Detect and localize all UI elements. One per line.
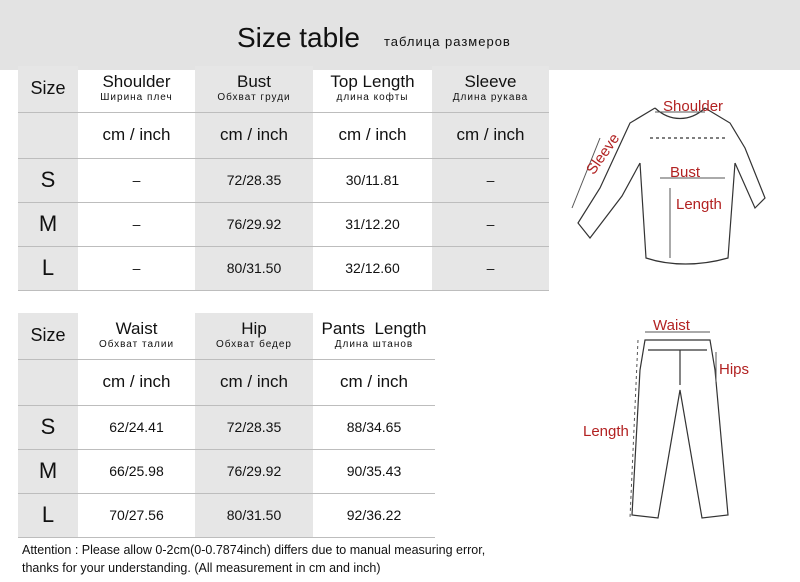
column-header: Bust Обхват груди xyxy=(195,66,313,112)
pants-illustration xyxy=(580,310,780,530)
table-row xyxy=(18,158,549,202)
column-header: Hip Обхват бедер xyxy=(195,313,313,359)
value-cell: 32/12.60 xyxy=(313,246,432,290)
unit-cell: cm / inch xyxy=(78,359,195,405)
size-cell: M xyxy=(18,449,78,493)
table-row xyxy=(18,405,435,449)
column-header: Sleeve Длина рукава xyxy=(432,66,549,112)
length-label: Length xyxy=(676,196,722,213)
column-header: Shoulder Ширина плеч xyxy=(78,66,195,112)
size-cell: S xyxy=(18,158,78,202)
attention-note xyxy=(22,541,485,577)
attention-line: Attention : Please allow 0-2cm(0-0.7874inch) differs due to manual measuring error, xyxy=(22,543,486,557)
bottom-size-table xyxy=(18,313,435,538)
value-cell: 76/29.92 xyxy=(195,202,313,246)
size-cell: L xyxy=(18,493,78,537)
size-cell: M xyxy=(18,202,78,246)
value-cell: 92/36.22 xyxy=(313,493,435,537)
value-cell: 76/29.92 xyxy=(195,449,313,493)
top-size-table xyxy=(18,66,549,291)
page-title: Size table xyxy=(237,22,360,53)
value-cell: – xyxy=(432,246,549,290)
value-cell: – xyxy=(78,202,195,246)
bust-label: Bust xyxy=(670,164,701,181)
size-cell: S xyxy=(18,405,78,449)
table-row xyxy=(18,202,549,246)
size-header: Size xyxy=(18,313,78,359)
unit-cell: cm / inch xyxy=(313,359,435,405)
value-cell: 80/31.50 xyxy=(195,246,313,290)
column-header: Pants Length Длина штанов xyxy=(313,313,435,359)
unit-cell: cm / inch xyxy=(432,112,549,158)
value-cell: 70/27.56 xyxy=(78,493,195,537)
table-row xyxy=(18,449,435,493)
value-cell: 72/28.35 xyxy=(195,158,313,202)
value-cell: – xyxy=(78,246,195,290)
sleeve-label: Sleeve xyxy=(583,130,624,178)
value-cell: – xyxy=(432,202,549,246)
value-cell: – xyxy=(432,158,549,202)
value-cell: 88/34.65 xyxy=(313,405,435,449)
table-row xyxy=(18,493,435,537)
page-subtitle: таблица размеров xyxy=(384,34,511,49)
value-cell: 66/25.98 xyxy=(78,449,195,493)
value-cell: 90/35.43 xyxy=(313,449,435,493)
waist-label: Waist xyxy=(653,317,690,334)
size-header: Size xyxy=(18,66,78,112)
value-cell: – xyxy=(78,158,195,202)
value-cell: 31/12.20 xyxy=(313,202,432,246)
column-header: Waist Обхват талии xyxy=(78,313,195,359)
unit-cell: cm / inch xyxy=(78,112,195,158)
table-row xyxy=(18,246,549,290)
pants-length-label: Length xyxy=(583,423,629,440)
shoulder-label: Shoulder xyxy=(663,98,724,115)
unit-cell: cm / inch xyxy=(195,359,313,405)
attention-line: thanks for your understanding. (All measurement in cm and inch) xyxy=(22,561,381,575)
unit-cell: cm / inch xyxy=(195,112,313,158)
unit-cell: cm / inch xyxy=(313,112,432,158)
value-cell: 72/28.35 xyxy=(195,405,313,449)
hips-label: Hips xyxy=(719,361,750,378)
title-band xyxy=(0,0,800,70)
value-cell: 80/31.50 xyxy=(195,493,313,537)
size-cell-empty xyxy=(18,112,78,158)
column-header: Top Length длина кофты xyxy=(313,66,432,112)
size-cell-empty xyxy=(18,359,78,405)
value-cell: 62/24.41 xyxy=(78,405,195,449)
size-cell: L xyxy=(18,246,78,290)
value-cell: 30/11.81 xyxy=(313,158,432,202)
